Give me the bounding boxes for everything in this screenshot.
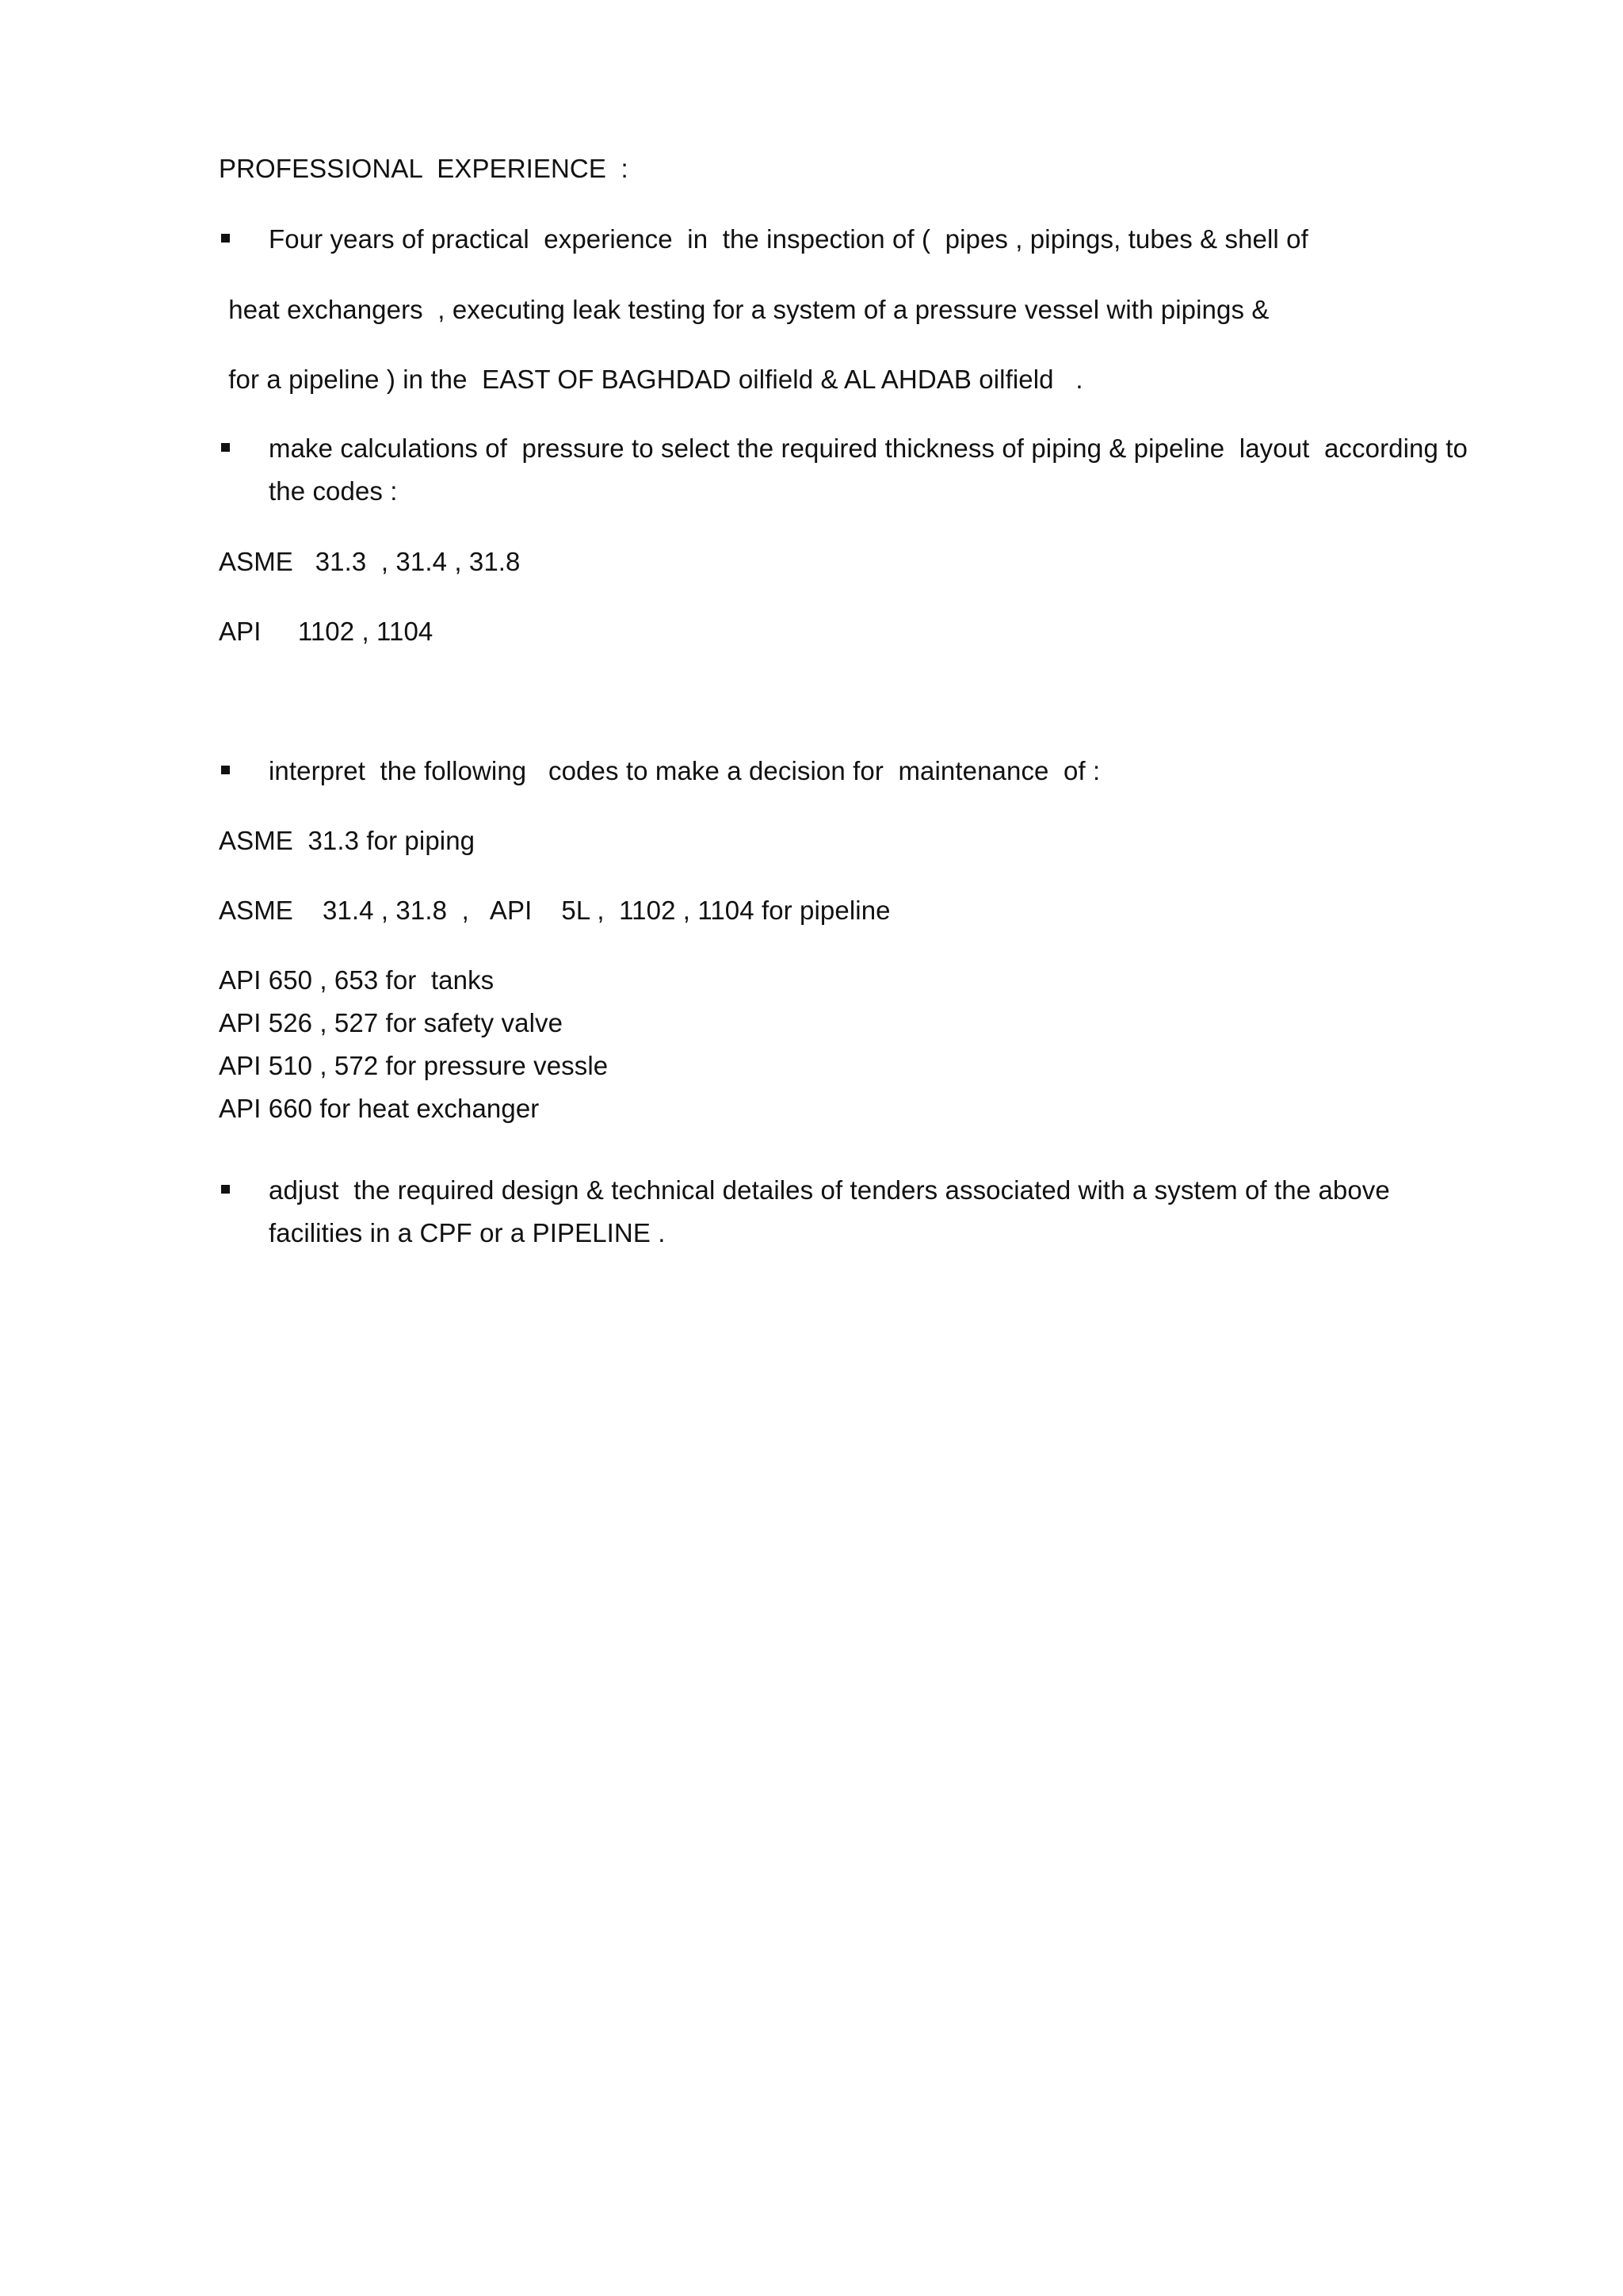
code-line: API 1102 , 1104	[219, 617, 433, 646]
bullet-marker-icon	[221, 766, 230, 774]
bullet-marker-icon	[221, 443, 230, 452]
code-line: ASME 31.4 , 31.8 , API 5L , 1102 , 1104 for pipeline	[219, 896, 891, 925]
bullet-marker-icon	[221, 234, 230, 243]
bullet-marker-icon	[221, 1185, 230, 1194]
bullet2-line2: the codes :	[269, 476, 398, 506]
code-line: API 650 , 653 for tanks	[219, 965, 495, 995]
code-line: ASME 31.3 for piping	[219, 826, 475, 855]
code-line: ASME 31.3 , 31.4 , 31.8	[219, 547, 521, 576]
bullet3-line1: interpret the following codes to make a decision for maintenance of :	[269, 756, 1101, 785]
bullet1-line3: for a pipeline ) in the EAST OF BAGHDAD oilfield & AL AHDAB oilfield .	[221, 365, 1083, 394]
code-line: API 510 , 572 for pressure vessle	[219, 1051, 609, 1080]
code-line: API 660 for heat exchanger	[219, 1094, 540, 1123]
bullet2-line1: make calculations of pressure to select the required thickness of piping & pipeline layout according to	[269, 434, 1468, 463]
bullet1-line1: Four years of practical experience in the inspection of ( pipes , pipings, tubes & shell of	[269, 224, 1308, 254]
bullet4-line1: adjust the required design & technical detailes of tenders associated with a system of the above	[269, 1175, 1390, 1205]
bullet1-line2: heat exchangers , executing leak testing for a system of a pressure vessel with pipings &	[221, 295, 1270, 324]
code-line: API 526 , 527 for safety valve	[219, 1008, 563, 1037]
bullet4-line2: facilities in a CPF or a PIPELINE .	[269, 1218, 666, 1247]
section-heading: PROFESSIONAL EXPERIENCE :	[219, 154, 628, 183]
